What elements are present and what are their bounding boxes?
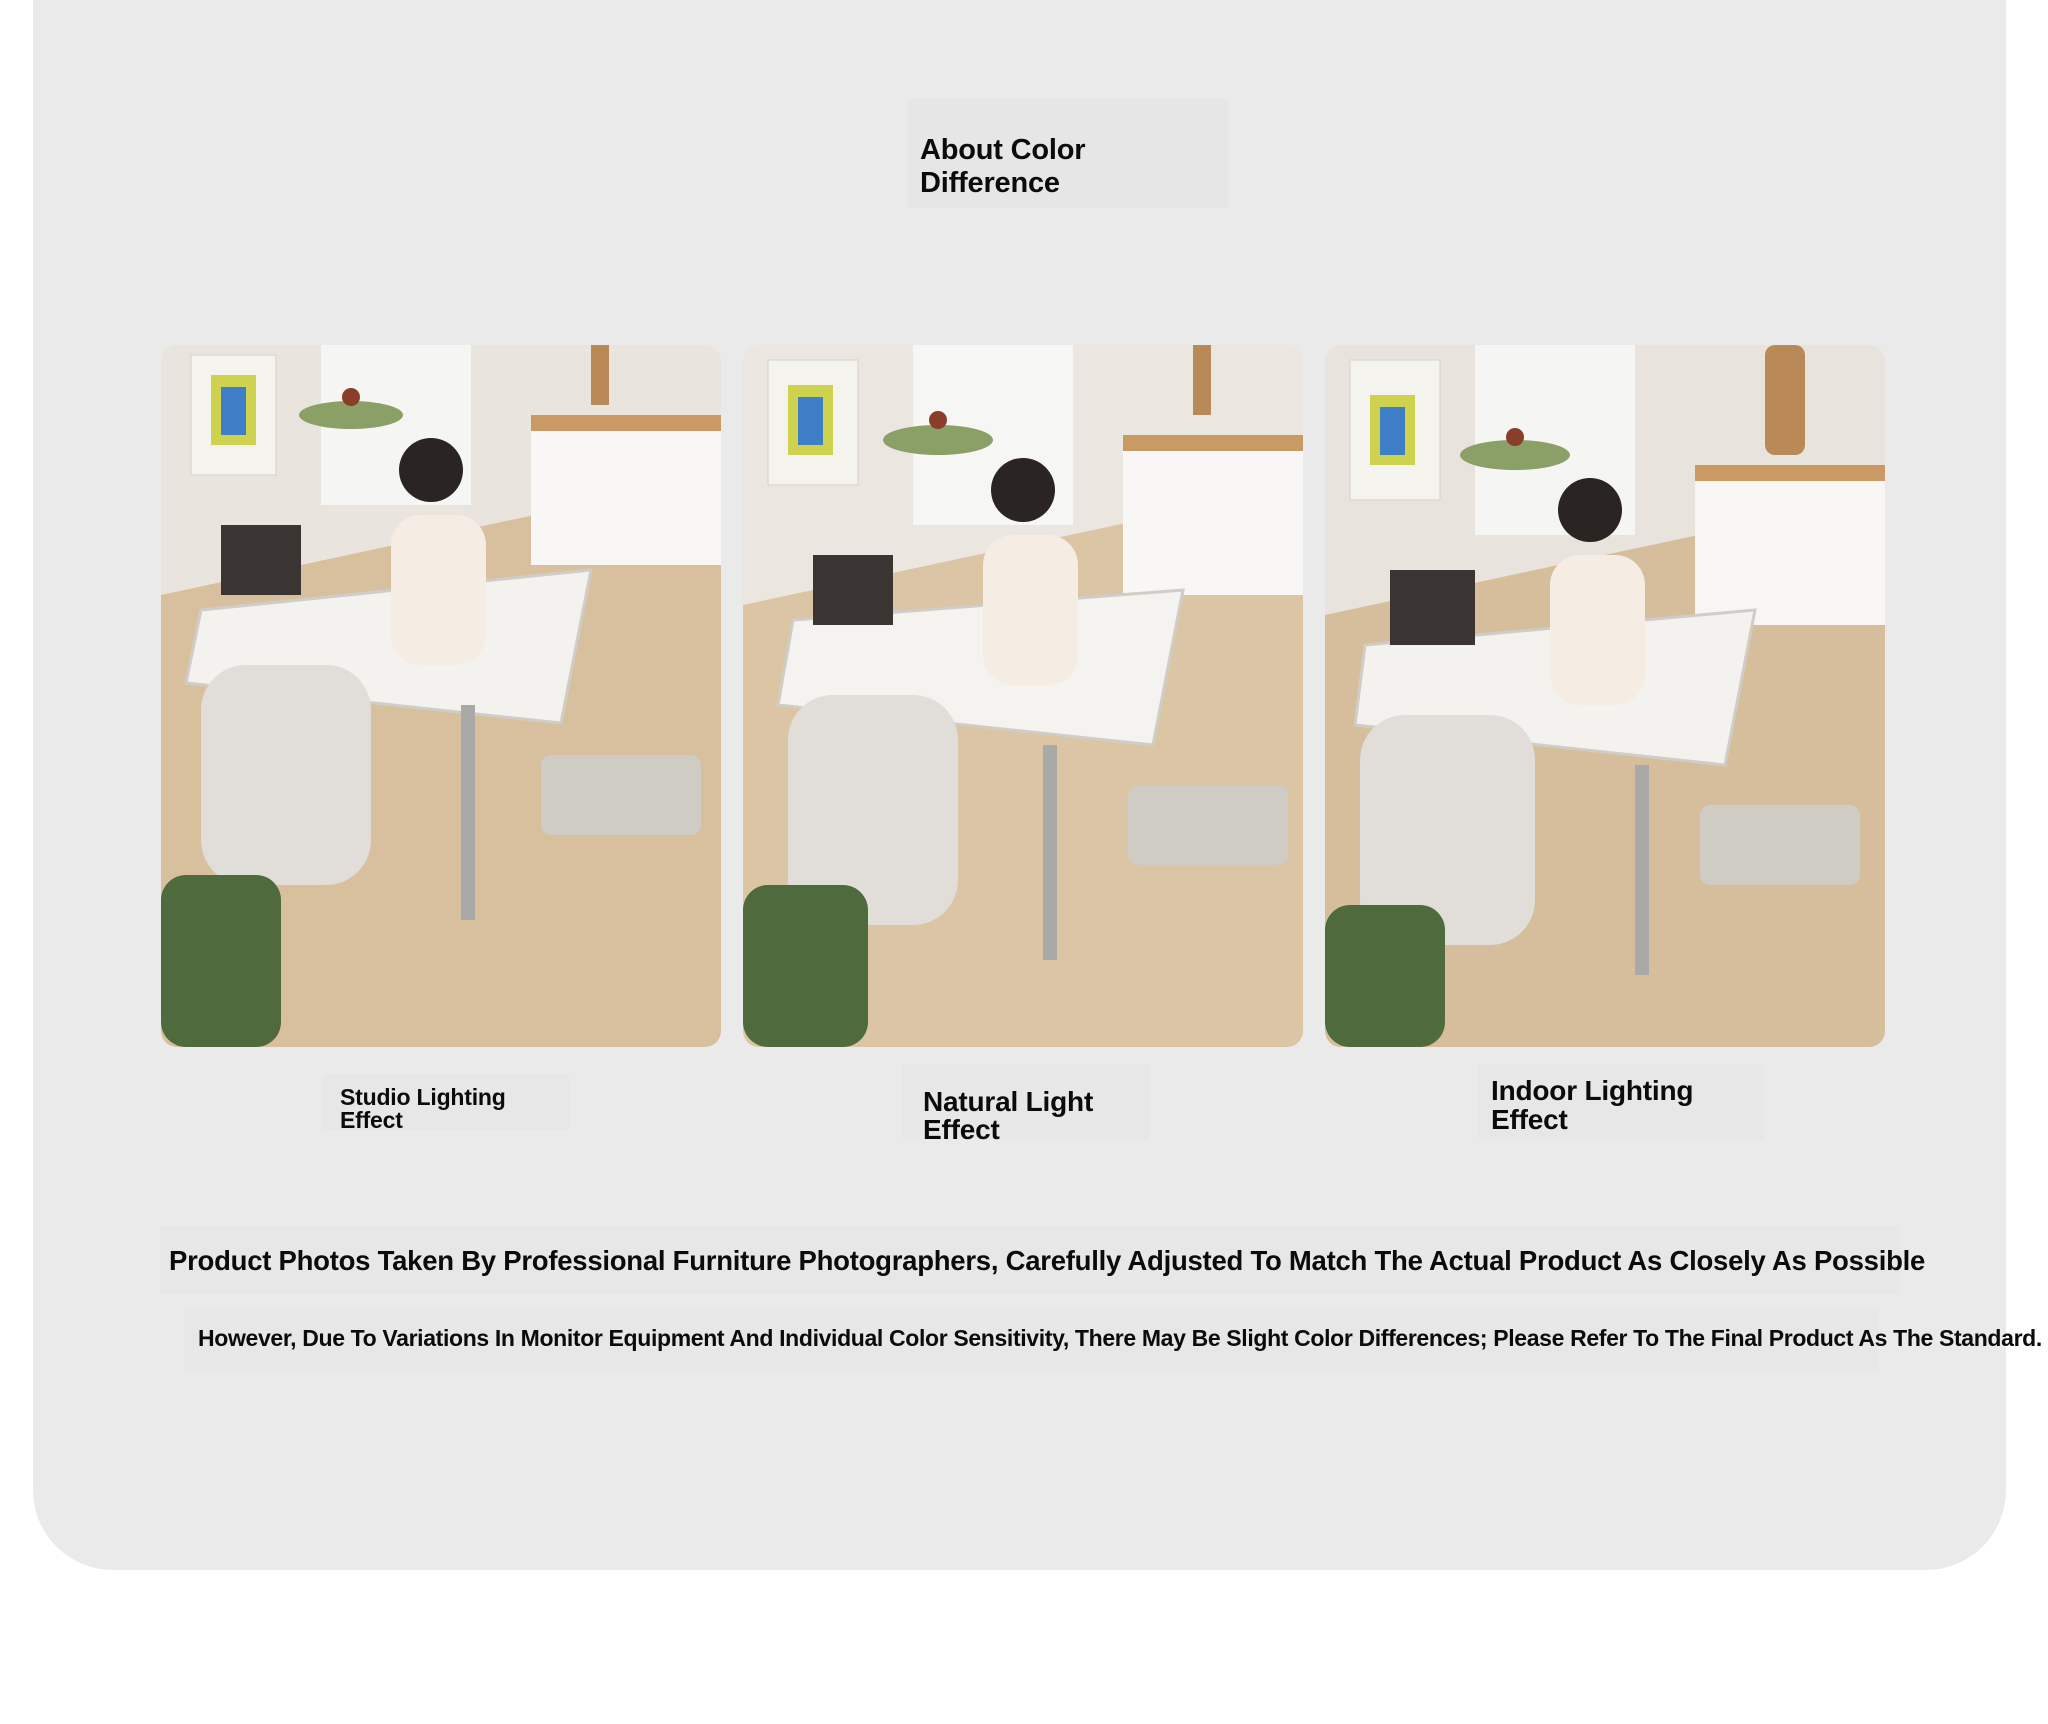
photo-disclaimer-note: However, Due To Variations In Monitor Equipment And Individual Color Sensitivity, There May Be Slight Color Differences; Please Refer To The Final Product As The Standard. xyxy=(184,1308,1879,1372)
caption-indoor-lighting xyxy=(1478,1064,1764,1140)
caption-studio-lighting: Studio Lighting Effect xyxy=(323,1074,569,1130)
photo-disclaimer-headline: Product Photos Taken By Professional Furniture Photographers, Carefully Adjusted To Match The Actual Product As Closely As Possible xyxy=(160,1226,1900,1294)
caption-indoor-line-2: Effect xyxy=(1491,1104,1568,1135)
natural-light-photo xyxy=(743,345,1303,1047)
page-title: About Color Difference xyxy=(908,98,1228,208)
caption-indoor-line-1: Indoor Lighting xyxy=(1491,1075,1694,1106)
dining-scene-illustration xyxy=(743,345,1303,1047)
indoor-lighting-photo xyxy=(1325,345,1885,1047)
caption-natural-light: Natural Light Effect xyxy=(903,1064,1149,1140)
dining-scene-illustration xyxy=(161,345,721,1047)
dining-scene-illustration xyxy=(1325,345,1885,1047)
studio-lighting-photo xyxy=(161,345,721,1047)
